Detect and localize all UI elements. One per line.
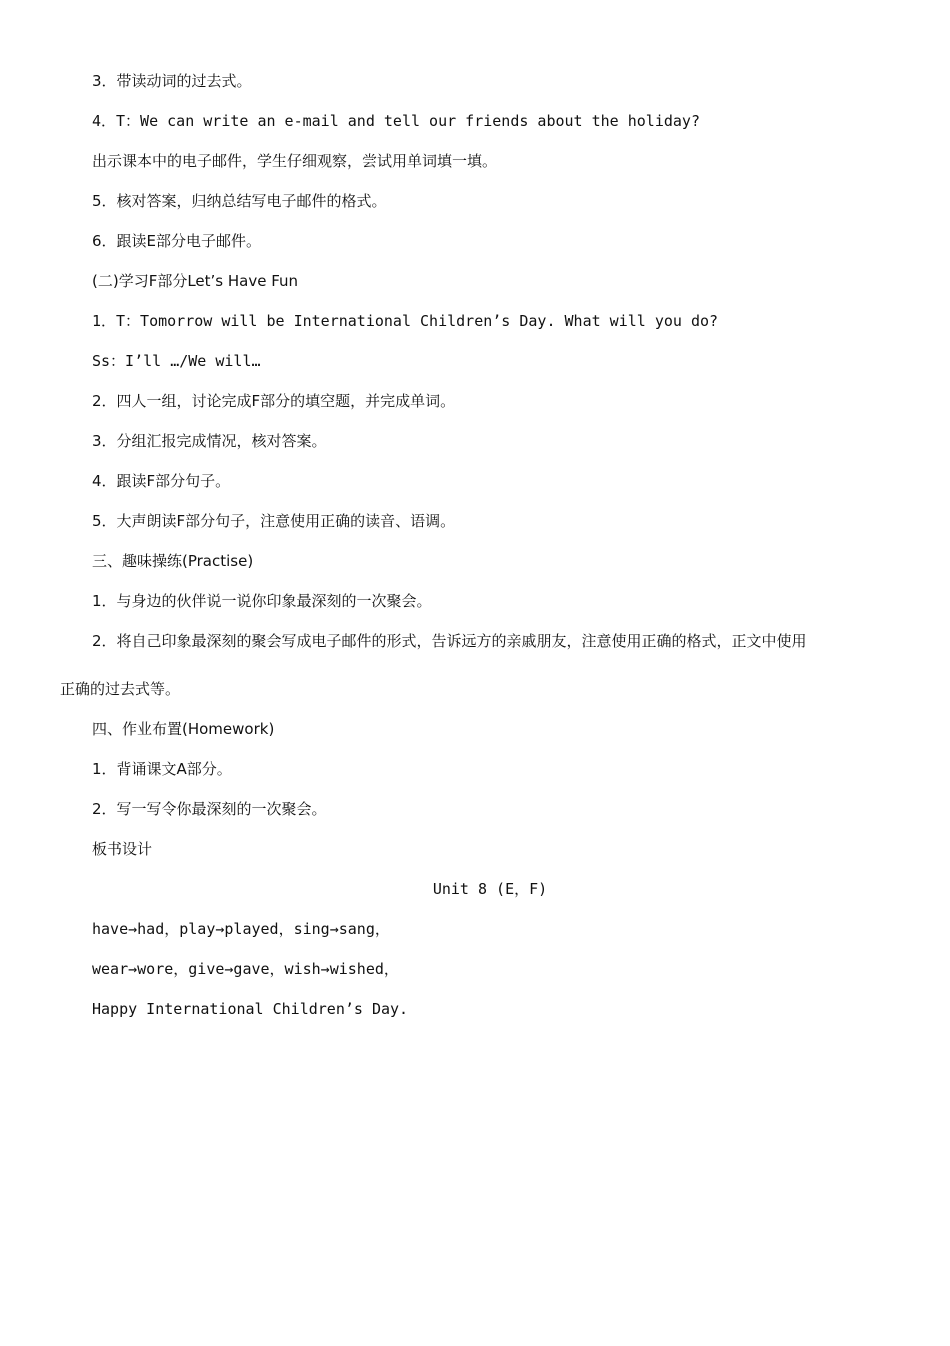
students-response: Ss：I’ll …/We will… <box>92 352 261 370</box>
homework-item-1: 1．背诵课文A部分。 <box>92 760 232 778</box>
section-4-heading: 四、作业布置(Homework) <box>92 720 275 738</box>
practise-item-2: 2．将自己印象最深刻的聚会写成电子邮件的形式，告诉远方的亲戚朋友，注意使用正确的格式，正文中使用 <box>92 632 807 650</box>
step-3-group-report: 3．分组汇报完成情况，核对答案。 <box>92 432 327 450</box>
blackboard-unit-title: Unit 8 (E，F) <box>432 880 548 898</box>
step-4-teacher-email-prompt: 4．T：We can write an e-mail and tell our friends about the holiday? <box>92 112 700 130</box>
step-6-read-email: 6．跟读E部分电子邮件。 <box>92 232 262 250</box>
blackboard-design-heading: 板书设计 <box>92 840 153 858</box>
step-1-teacher-childrens-day: 1．T：Tomorrow will be International Children’s Day. What will you do? <box>92 312 719 330</box>
practise-item-2-continued: 正确的过去式等。 <box>60 680 181 698</box>
step-5-check-answers: 5．核对答案，归纳总结写电子邮件的格式。 <box>92 192 387 210</box>
blackboard-verbs-row-2: wear→wore，give→gave，wish→wished， <box>92 960 399 978</box>
step-3-read-past-tense: 3．带读动词的过去式。 <box>92 72 252 90</box>
show-textbook-email: 出示课本中的电子邮件，学生仔细观察，尝试用单词填一填。 <box>92 152 498 170</box>
practise-item-1: 1．与身边的伙伴说一说你印象最深刻的一次聚会。 <box>92 592 432 610</box>
homework-item-2: 2．写一写令你最深刻的一次聚会。 <box>92 800 327 818</box>
step-5-read-aloud: 5．大声朗读F部分句子，注意使用正确的读音、语调。 <box>92 512 456 530</box>
blackboard-verbs-row-1: have→had，play→played，sing→sang， <box>92 920 390 938</box>
section-2-heading: (二)学习F部分Let’s Have Fun <box>92 272 299 290</box>
step-2-group-discussion: 2．四人一组，讨论完成F部分的填空题，并完成单词。 <box>92 392 456 410</box>
step-4-read-f-sentences: 4．跟读F部分句子。 <box>92 472 231 490</box>
blackboard-greeting: Happy International Children’s Day. <box>92 1000 409 1018</box>
section-3-heading: 三、趣味操练(Practise) <box>92 552 254 570</box>
